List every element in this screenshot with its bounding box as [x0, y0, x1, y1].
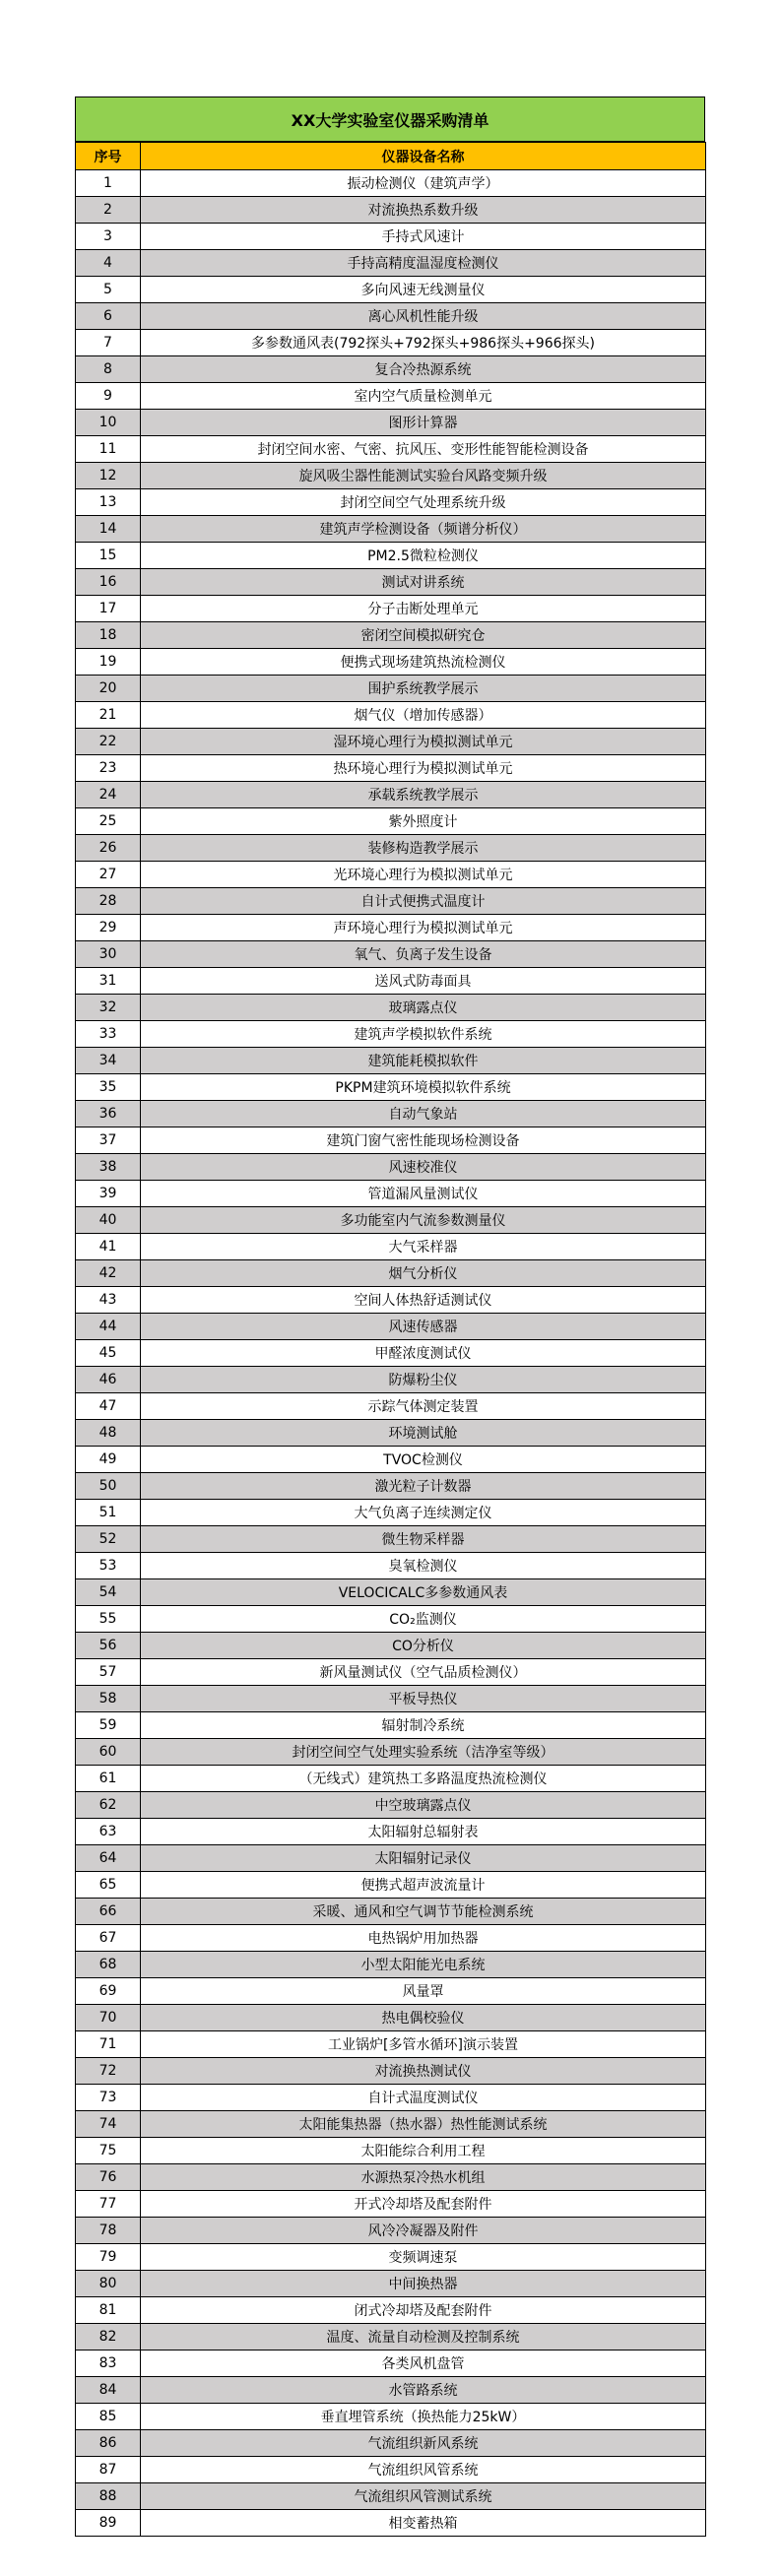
row-number: 54 — [76, 1579, 141, 1606]
instrument-name: 风速校准仪 — [141, 1154, 706, 1181]
table-row — [76, 489, 706, 516]
instrument-name: 太阳能综合利用工程 — [141, 2138, 706, 2164]
instrument-name: 太阳辐射总辐射表 — [141, 1819, 706, 1845]
table-row — [76, 1473, 706, 1500]
instrument-name: VELOCICALC多参数通风表 — [141, 1579, 706, 1606]
instrument-name: 水源热泵冷热水机组 — [141, 2164, 706, 2191]
row-number: 24 — [76, 782, 141, 808]
row-number: 9 — [76, 383, 141, 410]
row-number: 42 — [76, 1260, 141, 1287]
instrument-name: 自计式温度测试仪 — [141, 2085, 706, 2111]
row-number: 60 — [76, 1739, 141, 1766]
table-row — [76, 170, 706, 197]
table-row — [76, 2164, 706, 2191]
instrument-name: 新风量测试仪（空气品质检测仪） — [141, 1659, 706, 1686]
instrument-name: 紫外照度计 — [141, 808, 706, 835]
instrument-name: PKPM建筑环境模拟软件系统 — [141, 1074, 706, 1101]
instrument-name: 相变蓄热箱 — [141, 2510, 706, 2537]
table-row — [76, 1207, 706, 1234]
instrument-name: 烟气分析仪 — [141, 1260, 706, 1287]
table-row — [76, 1367, 706, 1393]
row-number: 32 — [76, 995, 141, 1021]
row-number: 73 — [76, 2085, 141, 2111]
header-row — [76, 143, 706, 170]
row-number: 29 — [76, 915, 141, 941]
table-row — [76, 1739, 706, 1766]
table-row — [76, 1899, 706, 1925]
table-row — [76, 197, 706, 224]
row-number: 82 — [76, 2324, 141, 2351]
procurement-sheet — [75, 97, 705, 2537]
header-name: 仪器设备名称 — [141, 143, 706, 170]
row-number: 80 — [76, 2271, 141, 2297]
row-number: 25 — [76, 808, 141, 835]
table-row — [76, 1766, 706, 1792]
row-number: 68 — [76, 1952, 141, 1978]
row-number: 11 — [76, 436, 141, 463]
instrument-name: 便携式超声波流量计 — [141, 1872, 706, 1899]
table-row — [76, 1154, 706, 1181]
row-number: 67 — [76, 1925, 141, 1952]
table-row — [76, 303, 706, 330]
row-number: 19 — [76, 649, 141, 676]
row-number: 75 — [76, 2138, 141, 2164]
table-row — [76, 835, 706, 862]
instrument-name: 示踪气体测定装置 — [141, 1393, 706, 1420]
row-number: 28 — [76, 888, 141, 915]
row-number: 65 — [76, 1872, 141, 1899]
table-row — [76, 1952, 706, 1978]
table-row — [76, 1792, 706, 1819]
table-row — [76, 2377, 706, 2404]
instrument-name: 工业锅炉[多管水循环]演示装置 — [141, 2031, 706, 2058]
row-number: 2 — [76, 197, 141, 224]
table-row — [76, 569, 706, 596]
row-number: 52 — [76, 1526, 141, 1553]
table-row — [76, 915, 706, 941]
instrument-name: 装修构造教学展示 — [141, 835, 706, 862]
table-row — [76, 755, 706, 782]
instrument-name: 垂直埋管系统（换热能力25kW） — [141, 2404, 706, 2430]
table-row — [76, 2244, 706, 2271]
row-number: 1 — [76, 170, 141, 197]
instrument-name: 水管路系统 — [141, 2377, 706, 2404]
row-number: 76 — [76, 2164, 141, 2191]
instrument-name: 平板导热仪 — [141, 1686, 706, 1712]
row-number: 64 — [76, 1845, 141, 1872]
row-number: 14 — [76, 516, 141, 543]
instrument-name: 多向风速无线测量仪 — [141, 277, 706, 303]
row-number: 33 — [76, 1021, 141, 1048]
instrument-name: 风冷冷凝器及附件 — [141, 2218, 706, 2244]
table-row — [76, 1260, 706, 1287]
instrument-name: 测试对讲系统 — [141, 569, 706, 596]
instrument-name: 大气负离子连续测定仪 — [141, 1500, 706, 1526]
instrument-name: 气流组织风管测试系统 — [141, 2483, 706, 2510]
table-row — [76, 622, 706, 649]
row-number: 81 — [76, 2297, 141, 2324]
instrument-name: 管道漏风量测试仪 — [141, 1181, 706, 1207]
instrument-name: 太阳能集热器（热水器）热性能测试系统 — [141, 2111, 706, 2138]
row-number: 23 — [76, 755, 141, 782]
instrument-name: 甲醛浓度测试仪 — [141, 1340, 706, 1367]
row-number: 77 — [76, 2191, 141, 2218]
table-row — [76, 1872, 706, 1899]
instrument-name: 建筑声学检测设备（频谱分析仪） — [141, 516, 706, 543]
table-row — [76, 1579, 706, 1606]
instrument-name: 密闭空间模拟研究仓 — [141, 622, 706, 649]
row-number: 39 — [76, 1181, 141, 1207]
row-number: 48 — [76, 1420, 141, 1447]
table-row — [76, 356, 706, 383]
row-number: 21 — [76, 702, 141, 729]
instrument-name: 太阳辐射记录仪 — [141, 1845, 706, 1872]
instrument-name: PM2.5微粒检测仪 — [141, 543, 706, 569]
row-number: 27 — [76, 862, 141, 888]
table-row — [76, 995, 706, 1021]
row-number: 36 — [76, 1101, 141, 1127]
row-number: 49 — [76, 1447, 141, 1473]
table-row — [76, 2483, 706, 2510]
table-row — [76, 702, 706, 729]
instrument-name: 温度、流量自动检测及控制系统 — [141, 2324, 706, 2351]
instrument-name: 臭氧检测仪 — [141, 1553, 706, 1579]
row-number: 89 — [76, 2510, 141, 2537]
table-row — [76, 1978, 706, 2005]
table-row — [76, 2430, 706, 2457]
instrument-name: 湿环境心理行为模拟测试单元 — [141, 729, 706, 755]
table-row — [76, 941, 706, 968]
row-number: 45 — [76, 1340, 141, 1367]
instrument-name: CO分析仪 — [141, 1633, 706, 1659]
instrument-name: 围护系统教学展示 — [141, 676, 706, 702]
instrument-name: 旋风吸尘器性能测试实验台风路变频升级 — [141, 463, 706, 489]
instrument-name: 封闭空间空气处理实验系统（洁净室等级） — [141, 1739, 706, 1766]
instrument-name: 辐射制冷系统 — [141, 1712, 706, 1739]
table-row — [76, 463, 706, 489]
table-row — [76, 649, 706, 676]
instrument-name: 中空玻璃露点仪 — [141, 1792, 706, 1819]
table-row — [76, 543, 706, 569]
row-number: 40 — [76, 1207, 141, 1234]
row-number: 74 — [76, 2111, 141, 2138]
instrument-name: 手持高精度温湿度检测仪 — [141, 250, 706, 277]
instrument-name: 建筑门窗气密性能现场检测设备 — [141, 1127, 706, 1154]
table-row — [76, 2111, 706, 2138]
row-number: 10 — [76, 410, 141, 436]
table-row — [76, 2457, 706, 2483]
row-number: 30 — [76, 941, 141, 968]
row-number: 84 — [76, 2377, 141, 2404]
instrument-name: 闭式冷却塔及配套附件 — [141, 2297, 706, 2324]
table-row — [76, 1819, 706, 1845]
row-number: 72 — [76, 2058, 141, 2085]
row-number: 46 — [76, 1367, 141, 1393]
table-row — [76, 1633, 706, 1659]
table-row — [76, 410, 706, 436]
instrument-name: 多功能室内气流参数测量仪 — [141, 1207, 706, 1234]
row-number: 70 — [76, 2005, 141, 2031]
table-row — [76, 2271, 706, 2297]
instrument-name: 便携式现场建筑热流检测仪 — [141, 649, 706, 676]
instrument-name: 微生物采样器 — [141, 1526, 706, 1553]
table-row — [76, 516, 706, 543]
table-row — [76, 1181, 706, 1207]
table-row — [76, 1420, 706, 1447]
instrument-name: 对流换热系数升级 — [141, 197, 706, 224]
table-row — [76, 2218, 706, 2244]
instrument-name: 风量罩 — [141, 1978, 706, 2005]
row-number: 56 — [76, 1633, 141, 1659]
table-row — [76, 1686, 706, 1712]
table-row — [76, 808, 706, 835]
table-row — [76, 1500, 706, 1526]
table-row — [76, 1553, 706, 1579]
table-row — [76, 2351, 706, 2377]
sheet-title: XX大学实验室仪器采购清单 — [75, 97, 705, 142]
table-row — [76, 1712, 706, 1739]
table-row — [76, 1845, 706, 1872]
table-row — [76, 1659, 706, 1686]
instrument-name: 分子击断处理单元 — [141, 596, 706, 622]
row-number: 63 — [76, 1819, 141, 1845]
row-number: 57 — [76, 1659, 141, 1686]
table-row — [76, 729, 706, 755]
instrument-name: 建筑声学模拟软件系统 — [141, 1021, 706, 1048]
row-number: 88 — [76, 2483, 141, 2510]
row-number: 53 — [76, 1553, 141, 1579]
row-number: 17 — [76, 596, 141, 622]
table-row — [76, 1925, 706, 1952]
row-number: 35 — [76, 1074, 141, 1101]
table-row — [76, 2005, 706, 2031]
instrument-name: TVOC检测仪 — [141, 1447, 706, 1473]
table-row — [76, 596, 706, 622]
row-number: 51 — [76, 1500, 141, 1526]
instrument-name: 对流换热测试仪 — [141, 2058, 706, 2085]
table-row — [76, 1340, 706, 1367]
table-row — [76, 1606, 706, 1633]
instrument-name: 大气采样器 — [141, 1234, 706, 1260]
table-row — [76, 1393, 706, 1420]
row-number: 3 — [76, 224, 141, 250]
row-number: 7 — [76, 330, 141, 356]
table-row — [76, 2404, 706, 2430]
row-number: 13 — [76, 489, 141, 516]
instrument-name: 建筑能耗模拟软件 — [141, 1048, 706, 1074]
instrument-name: 玻璃露点仪 — [141, 995, 706, 1021]
instrument-name: 采暖、通风和空气调节节能检测系统 — [141, 1899, 706, 1925]
table-row — [76, 383, 706, 410]
instrument-name: （无线式）建筑热工多路温度热流检测仪 — [141, 1766, 706, 1792]
instrument-name: 复合冷热源系统 — [141, 356, 706, 383]
table-row — [76, 1287, 706, 1314]
table-row — [76, 2191, 706, 2218]
row-number: 59 — [76, 1712, 141, 1739]
table-row — [76, 1447, 706, 1473]
table-row — [76, 862, 706, 888]
row-number: 20 — [76, 676, 141, 702]
table-row — [76, 330, 706, 356]
table-row — [76, 1127, 706, 1154]
instrument-name: 烟气仪（增加传感器） — [141, 702, 706, 729]
instrument-name: 光环境心理行为模拟测试单元 — [141, 862, 706, 888]
table-row — [76, 2031, 706, 2058]
instrument-table — [75, 142, 706, 2537]
instrument-name: 承载系统教学展示 — [141, 782, 706, 808]
table-row — [76, 1314, 706, 1340]
table-row — [76, 676, 706, 702]
row-number: 12 — [76, 463, 141, 489]
table-row — [76, 782, 706, 808]
instrument-name: 图形计算器 — [141, 410, 706, 436]
table-row — [76, 888, 706, 915]
instrument-name: 电热锅炉用加热器 — [141, 1925, 706, 1952]
table-row — [76, 1101, 706, 1127]
table-row — [76, 2058, 706, 2085]
table-row — [76, 224, 706, 250]
table-row — [76, 436, 706, 463]
instrument-name: 手持式风速计 — [141, 224, 706, 250]
row-number: 34 — [76, 1048, 141, 1074]
instrument-name: 气流组织风管系统 — [141, 2457, 706, 2483]
row-number: 58 — [76, 1686, 141, 1712]
row-number: 41 — [76, 1234, 141, 1260]
table-row — [76, 968, 706, 995]
row-number: 55 — [76, 1606, 141, 1633]
row-number: 16 — [76, 569, 141, 596]
table-row — [76, 2510, 706, 2537]
row-number: 4 — [76, 250, 141, 277]
table-row — [76, 2085, 706, 2111]
row-number: 22 — [76, 729, 141, 755]
instrument-name: 中间换热器 — [141, 2271, 706, 2297]
instrument-name: 防爆粉尘仪 — [141, 1367, 706, 1393]
table-row — [76, 1048, 706, 1074]
instrument-name: 小型太阳能光电系统 — [141, 1952, 706, 1978]
row-number: 62 — [76, 1792, 141, 1819]
table-row — [76, 1526, 706, 1553]
table-row — [76, 2297, 706, 2324]
instrument-name: 送风式防毒面具 — [141, 968, 706, 995]
row-number: 69 — [76, 1978, 141, 2005]
row-number: 26 — [76, 835, 141, 862]
row-number: 86 — [76, 2430, 141, 2457]
instrument-name: 离心风机性能升级 — [141, 303, 706, 330]
instrument-name: 变频调速泵 — [141, 2244, 706, 2271]
instrument-name: 环境测试舱 — [141, 1420, 706, 1447]
row-number: 31 — [76, 968, 141, 995]
row-number: 87 — [76, 2457, 141, 2483]
table-row — [76, 1074, 706, 1101]
table-row — [76, 2324, 706, 2351]
row-number: 78 — [76, 2218, 141, 2244]
instrument-name: 激光粒子计数器 — [141, 1473, 706, 1500]
instrument-name: 热环境心理行为模拟测试单元 — [141, 755, 706, 782]
instrument-name: 气流组织新风系统 — [141, 2430, 706, 2457]
row-number: 83 — [76, 2351, 141, 2377]
instrument-name: 声环境心理行为模拟测试单元 — [141, 915, 706, 941]
row-number: 50 — [76, 1473, 141, 1500]
instrument-name: 多参数通风表(792探头+792探头+986探头+966探头) — [141, 330, 706, 356]
instrument-name: 氧气、负离子发生设备 — [141, 941, 706, 968]
table-row — [76, 277, 706, 303]
row-number: 71 — [76, 2031, 141, 2058]
row-number: 18 — [76, 622, 141, 649]
header-no: 序号 — [76, 143, 141, 170]
row-number: 47 — [76, 1393, 141, 1420]
instrument-name: 自计式便携式温度计 — [141, 888, 706, 915]
table-body — [76, 170, 706, 2537]
table-row — [76, 250, 706, 277]
row-number: 85 — [76, 2404, 141, 2430]
instrument-name: 风速传感器 — [141, 1314, 706, 1340]
table-row — [76, 1021, 706, 1048]
instrument-name: 自动气象站 — [141, 1101, 706, 1127]
row-number: 61 — [76, 1766, 141, 1792]
row-number: 38 — [76, 1154, 141, 1181]
row-number: 43 — [76, 1287, 141, 1314]
table-row — [76, 1234, 706, 1260]
row-number: 6 — [76, 303, 141, 330]
instrument-name: 室内空气质量检测单元 — [141, 383, 706, 410]
instrument-name: 开式冷却塔及配套附件 — [141, 2191, 706, 2218]
row-number: 5 — [76, 277, 141, 303]
instrument-name: 封闭空间空气处理系统升级 — [141, 489, 706, 516]
row-number: 44 — [76, 1314, 141, 1340]
instrument-name: 振动检测仪（建筑声学） — [141, 170, 706, 197]
row-number: 15 — [76, 543, 141, 569]
row-number: 37 — [76, 1127, 141, 1154]
instrument-name: CO₂监测仪 — [141, 1606, 706, 1633]
row-number: 79 — [76, 2244, 141, 2271]
instrument-name: 封闭空间水密、气密、抗风压、变形性能智能检测设备 — [141, 436, 706, 463]
instrument-name: 各类风机盘管 — [141, 2351, 706, 2377]
instrument-name: 空间人体热舒适测试仪 — [141, 1287, 706, 1314]
instrument-name: 热电偶校验仪 — [141, 2005, 706, 2031]
table-row — [76, 2138, 706, 2164]
row-number: 66 — [76, 1899, 141, 1925]
row-number: 8 — [76, 356, 141, 383]
